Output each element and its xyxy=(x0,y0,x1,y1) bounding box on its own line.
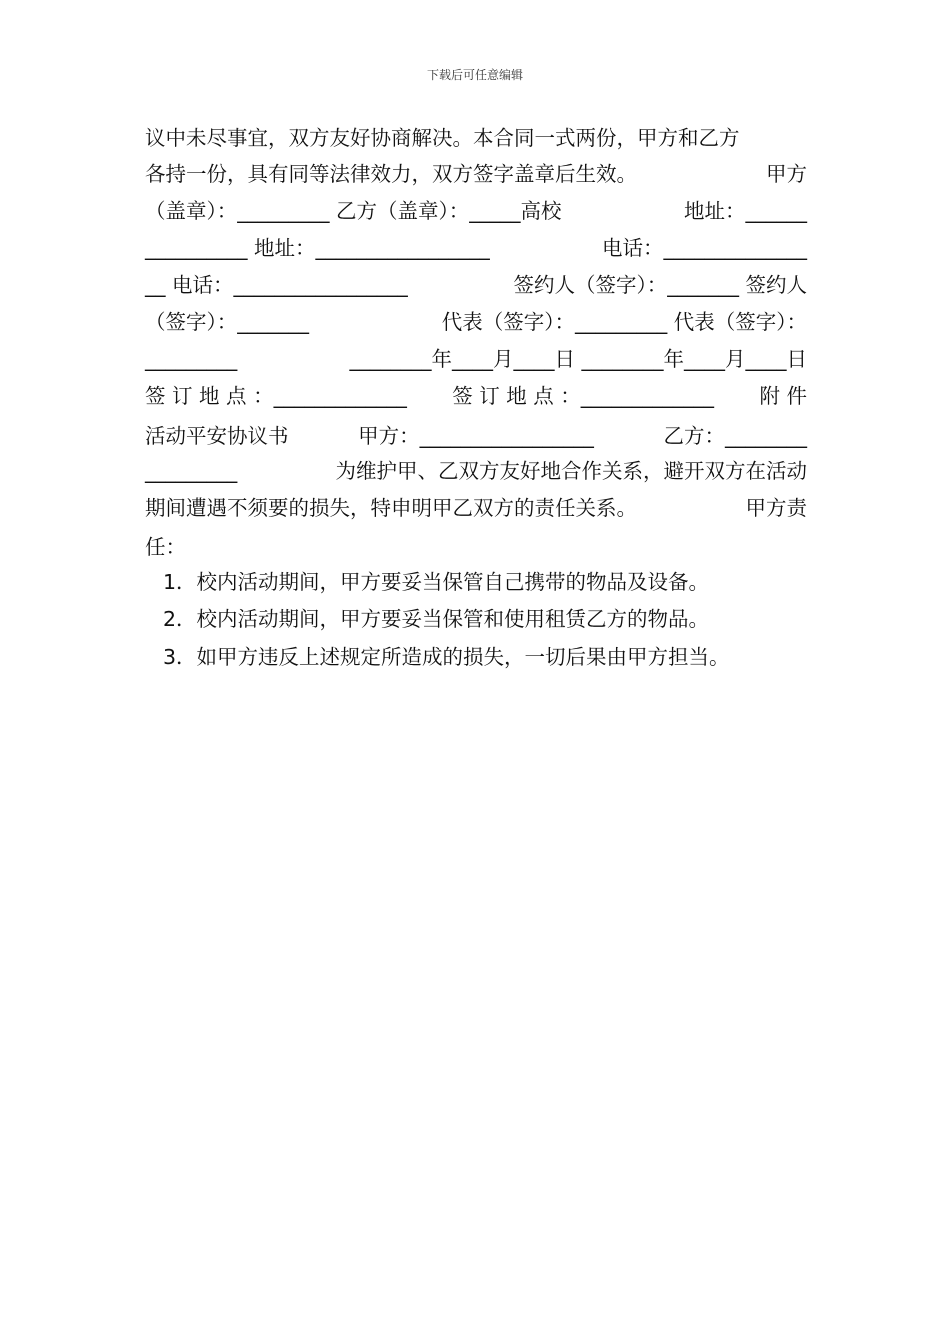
text-segment: 甲方：_________________ xyxy=(358,424,594,448)
text-segment: （盖章）：_________ 乙方（盖章）：_____高校 xyxy=(145,199,562,223)
text-segment: 签约人（签字）：_______ 签约人 xyxy=(513,273,807,297)
text-segment: 各持一份，具有同等法律效力，双方签字盖章后生效。 xyxy=(145,162,637,186)
text-segment: （签字）：_______ xyxy=(145,310,309,334)
text-segment: 代表（签字）：_________ 代表（签字）： xyxy=(441,310,807,334)
list-item-text: 1．校内活动期间，甲方要妥当保管自己携带的物品及设备。 xyxy=(163,570,710,594)
text-segment: 地址：______ xyxy=(684,199,807,223)
list-item-text: 2．校内活动期间，甲方要妥当保管和使用租赁乙方的物品。 xyxy=(163,607,710,631)
body-line-4 xyxy=(145,232,807,264)
text-segment: 附 件 xyxy=(759,384,807,408)
list-item xyxy=(163,641,825,673)
text-segment: __ 电话：_________________ xyxy=(145,273,408,297)
list-item-text: 3．如甲方违反上述规定所造成的损失，一切后果由甲方担当。 xyxy=(163,645,730,669)
text-segment: 为维护甲、乙双方友好地合作关系，避开双方在活动 xyxy=(335,459,807,483)
text-segment: __________ 地址：_________________ xyxy=(145,236,490,260)
text-segment: 签 订 地 点 ：_____________ xyxy=(452,384,715,408)
text-segment: 甲方 xyxy=(766,162,807,186)
text-segment: 签 订 地 点 ：_____________ xyxy=(145,384,407,408)
page-header: 下载后可任意编辑 xyxy=(426,68,523,82)
body-line-8 xyxy=(145,380,807,412)
text-segment: 任： xyxy=(145,535,186,559)
text-segment: 电话：______________ xyxy=(602,236,807,260)
body-line-11 xyxy=(145,492,807,524)
list-item xyxy=(163,603,825,635)
text-segment: 议中未尽事宜，双方友好协商解决。本合同一式两份，甲方和乙方 xyxy=(145,126,740,150)
text-segment: 乙方：________ xyxy=(663,424,807,448)
body-line-10 xyxy=(145,455,807,487)
text-segment: 期间遭遇不须要的损失，特申明甲乙双方的责任关系。 xyxy=(145,496,637,520)
text-segment: ________年____月____日 ________年____月____日 xyxy=(349,347,807,371)
list-item xyxy=(163,566,825,598)
body-line-2 xyxy=(145,158,807,190)
body-line-9 xyxy=(145,420,807,452)
body-line-7 xyxy=(145,343,807,375)
body-line-12 xyxy=(145,531,807,563)
text-segment: 活动平安协议书 xyxy=(145,424,289,448)
text-segment: _________ xyxy=(145,347,238,371)
body-line-1 xyxy=(145,122,807,154)
text-segment: 甲方责 xyxy=(745,496,807,520)
body-line-5 xyxy=(145,269,807,301)
body-line-6 xyxy=(145,306,807,338)
body-line-3 xyxy=(145,195,807,227)
text-segment: _________ xyxy=(145,459,238,483)
